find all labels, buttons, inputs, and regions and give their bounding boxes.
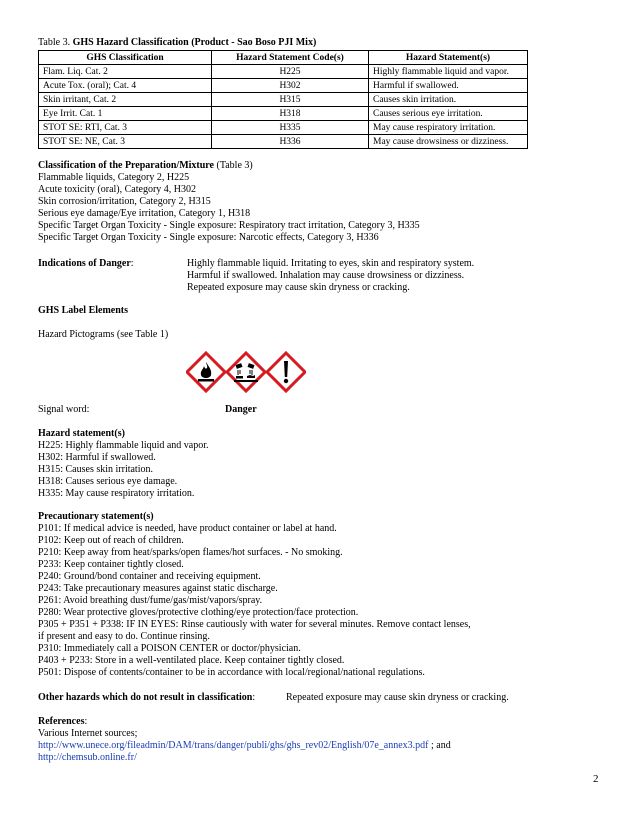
other-hazards-label-wrap [38, 692, 255, 704]
danger-indication-line: Highly flammable liquid. Irritating to eyes, skin and respiratory system. [187, 258, 475, 269]
classification-line: Skin corrosion/irritation, Category 2, H315 [38, 196, 211, 207]
hazard-statement-line: H335: May cause respiratory irritation. [38, 488, 195, 499]
cell-code: H318 [212, 107, 369, 121]
exclamation-mark-icon [267, 353, 305, 391]
precautionary-line: P243: Take precautionary measures against static discharge. [38, 583, 278, 594]
precautionary-section [38, 511, 471, 679]
signal-word-value: Danger [225, 404, 257, 415]
ghs-label-elements-heading: GHS Label Elements [38, 305, 129, 316]
danger-indication-line: Repeated exposure may cause skin dryness or cracking. [187, 282, 410, 293]
classification-line: Serious eye damage/Eye irritation, Category 1, H318 [38, 208, 251, 219]
cell-statement: Highly flammable liquid and vapor. [369, 65, 528, 79]
classification-section [38, 160, 420, 244]
corrosion-icon [227, 353, 265, 391]
page-number: 2 [593, 773, 599, 785]
table-row [39, 79, 528, 93]
references-section [38, 716, 451, 764]
cell-statement: May cause respiratory irritation. [369, 121, 528, 135]
references-colon: : [84, 716, 88, 727]
flame-icon [187, 353, 225, 391]
precautionary-heading: Precautionary statement(s) [38, 511, 154, 522]
other-hazards-value: Repeated exposure may cause skin dryness or cracking. [286, 692, 509, 703]
danger-indications-label-wrap [38, 258, 134, 270]
precautionary-line: P101: If medical advice is needed, have product container or label at hand. [38, 523, 337, 534]
reference-link-unece[interactable]: http://www.unece.org/fileadmin/DAM/trans/danger/publi/ghs/ghs_rev02/English/07e_annex3.pdf [38, 740, 429, 751]
table-row [39, 65, 528, 79]
references-intro: Various Internet sources; [38, 728, 138, 739]
precautionary-line: P233: Keep container tightly closed. [38, 559, 184, 570]
cell-classification: Acute Tox. (oral); Cat. 4 [39, 79, 212, 93]
hazard-statement-line: H225: Highly flammable liquid and vapor. [38, 440, 209, 451]
table-caption-title: GHS Hazard Classification (Product - Sao Boso PJI Mix) [72, 37, 317, 48]
cell-classification: Skin irritant, Cat. 2 [39, 93, 212, 107]
classification-line: Specific Target Organ Toxicity - Single exposure: Narcotic effects, Category 3, H336 [38, 232, 379, 243]
cell-code: H335 [212, 121, 369, 135]
hazard-statements-heading: Hazard statement(s) [38, 428, 125, 439]
header-hazard-statements: Hazard Statement(s) [369, 51, 528, 65]
hazard-statement-line: H318: Causes serious eye damage. [38, 476, 178, 487]
precautionary-line: P305 + P351 + P338: IF IN EYES: Rinse cautiously with water for several minutes. Remove contact lenses, [38, 619, 471, 630]
precautionary-line: P261: Avoid breathing dust/fume/gas/mist/vapors/spray. [38, 595, 263, 606]
cell-code: H336 [212, 135, 369, 149]
references-heading: References [38, 716, 85, 727]
cell-statement: Harmful if swallowed. [369, 79, 528, 93]
precautionary-line: P240: Ground/bond container and receiving equipment. [38, 571, 261, 582]
table-row [39, 93, 528, 107]
other-hazards-colon: : [252, 692, 256, 703]
classification-heading: Classification of the Preparation/Mixture [38, 160, 214, 171]
danger-indication-line: Harmful if swallowed. Inhalation may cause drowsiness or dizziness. [187, 270, 465, 281]
header-hazard-codes: Hazard Statement Code(s) [212, 51, 369, 65]
hazard-statements-section [38, 428, 209, 500]
cell-statement: Causes skin irritation. [369, 93, 528, 107]
hazard-statement-line: H315: Causes skin irritation. [38, 464, 153, 475]
danger-indications-label: Indications of Danger [38, 258, 131, 269]
hazard-pictograms-label: Hazard Pictograms (see Table 1) [38, 329, 169, 340]
classification-heading-suffix: (Table 3) [214, 160, 253, 171]
precautionary-line: P210: Keep away from heat/sparks/open flames/hot surfaces. - No smoking. [38, 547, 343, 558]
table-row [39, 121, 528, 135]
cell-classification: STOT SE: RTI, Cat. 3 [39, 121, 212, 135]
precautionary-line: P310: Immediately call a POISON CENTER or doctor/physician. [38, 643, 301, 654]
reference-link-chemsub[interactable]: http://chemsub.online.fr/ [38, 752, 137, 763]
table-header-row [39, 51, 528, 65]
header-ghs-classification: GHS Classification [39, 51, 212, 65]
danger-indications-colon: : [130, 258, 134, 269]
table-caption-prefix: Table 3. [38, 37, 73, 48]
precautionary-line: if present and easy to do. Continue rinsing. [38, 631, 210, 642]
danger-indications-text [187, 258, 474, 294]
classification-line: Specific Target Organ Toxicity - Single exposure: Respiratory tract irritation, Category 3, H335 [38, 220, 420, 231]
classification-line: Acute toxicity (oral), Category 4, H302 [38, 184, 197, 195]
cell-classification: STOT SE: NE, Cat. 3 [39, 135, 212, 149]
cell-classification: Flam. Liq. Cat. 2 [39, 65, 212, 79]
precautionary-line: P501: Dispose of contents/container to be in accordance with local/regional/national regulations. [38, 667, 425, 678]
table-caption [38, 37, 316, 49]
cell-code: H315 [212, 93, 369, 107]
signal-word-label: Signal word: [38, 404, 90, 415]
classification-line: Flammable liquids, Category 2, H225 [38, 172, 190, 183]
cell-statement: May cause drowsiness or dizziness. [369, 135, 528, 149]
table-row [39, 135, 528, 149]
precautionary-line: P102: Keep out of reach of children. [38, 535, 184, 546]
cell-statement: Causes serious eye irritation. [369, 107, 528, 121]
ghs-classification-table [38, 50, 528, 149]
precautionary-line: P403 + P233: Store in a well-ventilated place. Keep container tightly closed. [38, 655, 345, 666]
hazard-pictograms [186, 350, 306, 398]
table-row [39, 107, 528, 121]
cell-code: H225 [212, 65, 369, 79]
cell-code: H302 [212, 79, 369, 93]
other-hazards-label: Other hazards which do not result in classification [38, 692, 253, 703]
cell-classification: Eye Irrit. Cat. 1 [39, 107, 212, 121]
reference-link-suffix: ; and [428, 740, 451, 751]
precautionary-line: P280: Wear protective gloves/protective clothing/eye protection/face protection. [38, 607, 359, 618]
hazard-statement-line: H302: Harmful if swallowed. [38, 452, 156, 463]
